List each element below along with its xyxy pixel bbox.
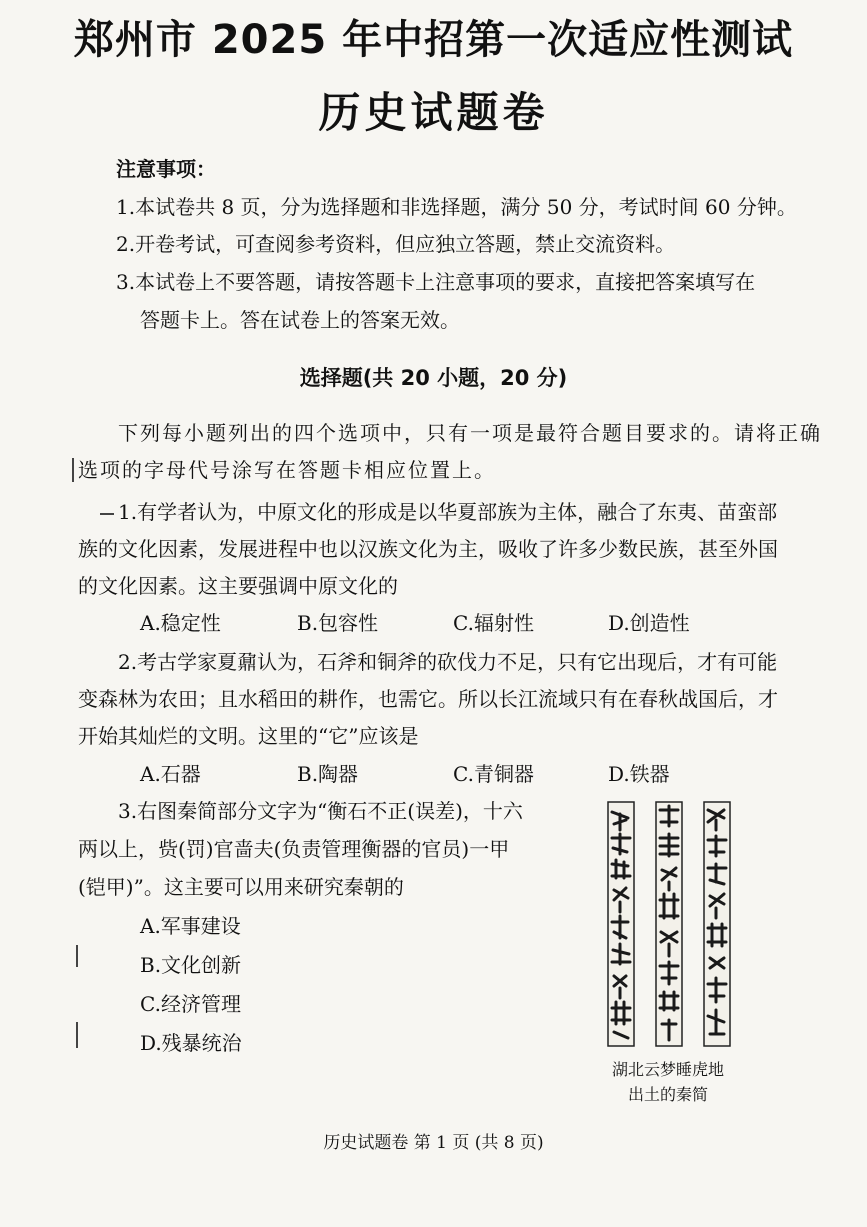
scan-artifact-mark (72, 458, 74, 482)
figure-caption-line-1: 湖北云梦睡虎地 (611, 1060, 724, 1079)
notice-item-3-cont: 答题卡上。答在试卷上的答案无效。 (140, 308, 460, 332)
bamboo-slip-middle (656, 802, 682, 1046)
figure-caption-line-2: 出土的秦简 (627, 1085, 708, 1104)
scan-artifact-mark (100, 513, 114, 515)
notice-heading: 注意事项： (116, 157, 216, 181)
question-2-option-d: D.铁器 (608, 762, 670, 786)
question-1-option-b: B.包容性 (297, 611, 379, 635)
question-1-option-a: A.稳定性 (140, 611, 221, 635)
question-3-option-b: B.文化创新 (140, 953, 242, 977)
page-footer: 历史试题卷 第 1 页 (共 8 页) (323, 1133, 544, 1153)
question-2-line-1: 2.考古学家夏鼐认为，石斧和铜斧的砍伐力不足，只有它出现后，才有可能 (118, 650, 778, 674)
question-2-option-a: A.石器 (140, 762, 201, 786)
question-1-line-3: 的文化因素。这主要强调中原文化的 (78, 574, 398, 598)
bamboo-slip-left (608, 802, 634, 1046)
question-1-option-c: C.辐射性 (453, 611, 534, 635)
exam-subtitle: 历史试题卷 (318, 88, 549, 137)
section-instruction-2: 选项的字母代号涂写在答题卡相应位置上。 (78, 458, 496, 482)
qin-bamboo-slips-figure (600, 798, 740, 1054)
section-instruction-1: 下列每小题列出的四个选项中，只有一项是最符合题目要求的。请将正确 (118, 421, 822, 445)
question-3-line-2: 两以上，赀(罚)官啬夫(负责管理衡器的官员)一甲 (78, 837, 510, 861)
bamboo-slip-right (704, 802, 730, 1046)
notice-item-1: 1.本试卷共 8 页，分为选择题和非选择题，满分 50 分，考试时间 60 分钟。 (116, 195, 797, 219)
question-3-option-a: A.军事建设 (140, 914, 241, 938)
notice-item-2: 2.开卷考试，可查阅参考资料，但应独立答题，禁止交流资料。 (116, 232, 676, 256)
question-2-option-b: B.陶器 (297, 762, 359, 786)
scan-artifact-mark (76, 1022, 78, 1048)
question-1-option-d: D.创造性 (608, 611, 690, 635)
question-1-line-2: 族的文化因素，发展进程中也以汉族文化为主，吸收了许多少数民族，甚至外国 (78, 537, 778, 561)
question-2-line-3: 开始其灿烂的文明。这里的“它”应该是 (78, 724, 419, 748)
question-3-option-c: C.经济管理 (140, 992, 241, 1016)
question-3-line-1: 3.右图秦简部分文字为“衡石不正(误差)，十六 (118, 799, 523, 823)
question-2-line-2: 变森林为农田；且水稻田的耕作，也需它。所以长江流域只有在春秋战国后，才 (78, 687, 778, 711)
question-1-line-1: 1.有学者认为，中原文化的形成是以华夏部族为主体，融合了东夷、苗蛮部 (118, 500, 778, 524)
scan-artifact-mark (76, 945, 78, 967)
question-3-option-d: D.残暴统治 (140, 1031, 242, 1055)
notice-item-3: 3.本试卷上不要答题，请按答题卡上注意事项的要求，直接把答案填写在 (116, 270, 756, 294)
section-title: 选择题(共 20 小题，20 分) (299, 366, 568, 390)
exam-title: 郑州市 2025 年中招第一次适应性测试 (73, 17, 794, 63)
question-3-line-3: (铠甲)”。这主要可以用来研究秦朝的 (78, 875, 404, 899)
question-2-option-c: C.青铜器 (453, 762, 534, 786)
